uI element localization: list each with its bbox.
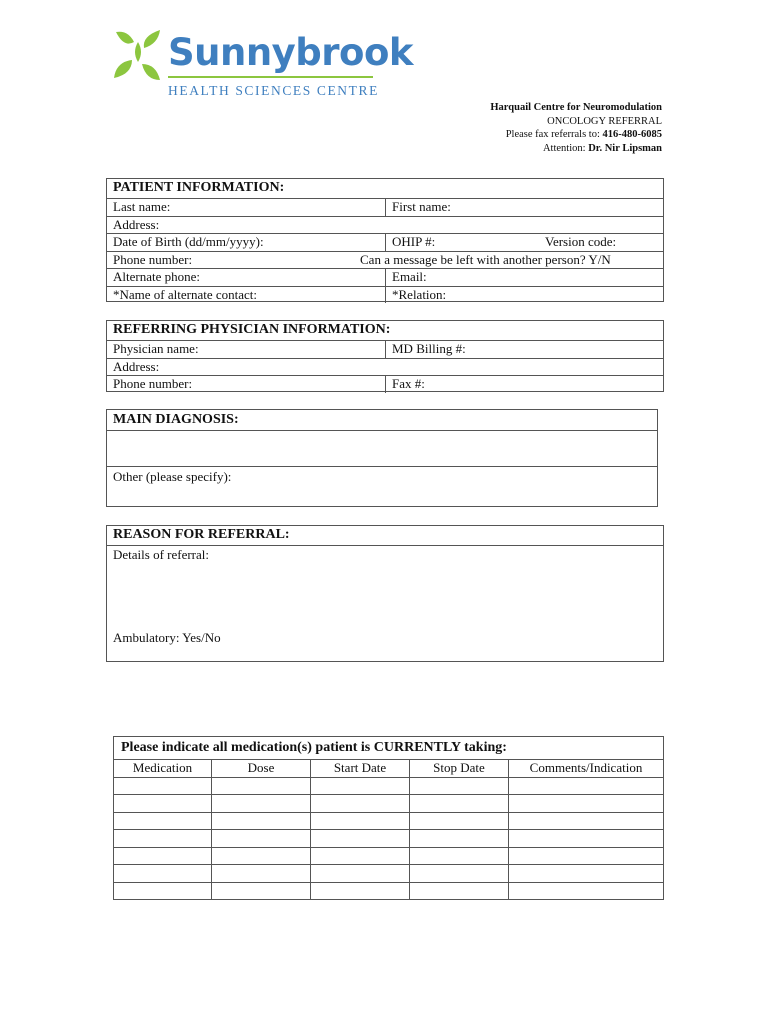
- logo-divider: [168, 76, 373, 78]
- physician-phone-field[interactable]: Phone number:: [113, 376, 193, 391]
- phone-field[interactable]: Phone number:: [113, 251, 193, 267]
- table-cell[interactable]: [509, 795, 664, 813]
- table-cell[interactable]: [212, 830, 311, 848]
- alt-phone-field[interactable]: Alternate phone:: [113, 269, 200, 284]
- referral-section: [106, 525, 664, 662]
- logo-subtitle: HEALTH SCIENCES CENTRE: [168, 83, 379, 98]
- patient-address-field[interactable]: Address:: [113, 216, 160, 232]
- table-cell[interactable]: [410, 795, 509, 813]
- physician-title: REFERRING PHYSICIAN INFORMATION:: [113, 322, 391, 337]
- patient-info-section: [106, 178, 664, 302]
- alt-contact-field[interactable]: *Name of alternate contact:: [113, 286, 258, 302]
- table-row: [114, 847, 664, 865]
- table-row: [114, 865, 664, 883]
- medication-header-row: [114, 760, 664, 778]
- table-cell[interactable]: [311, 795, 410, 813]
- leaf-logo-icon: [112, 28, 164, 84]
- table-cell[interactable]: [410, 882, 509, 900]
- patient-info-title: PATIENT INFORMATION:: [113, 180, 285, 195]
- table-cell[interactable]: [311, 830, 410, 848]
- last-name-field[interactable]: Last name:: [113, 199, 171, 214]
- physician-row-address: [107, 358, 663, 376]
- diagnosis-section: [106, 409, 658, 507]
- table-cell[interactable]: [114, 830, 212, 848]
- patient-row-phone: [107, 251, 663, 269]
- physician-address-field[interactable]: Address:: [113, 358, 160, 374]
- first-name-field[interactable]: First name:: [385, 199, 663, 216]
- table-cell[interactable]: [212, 777, 311, 795]
- patient-row-address: [107, 216, 663, 234]
- table-cell[interactable]: [212, 847, 311, 865]
- table-cell[interactable]: [311, 847, 410, 865]
- table-cell[interactable]: [212, 795, 311, 813]
- table-cell[interactable]: [114, 777, 212, 795]
- patient-row-alt-contact: [107, 286, 663, 304]
- form-title: ONCOLOGY REFERRAL: [547, 115, 662, 127]
- col-medication: Medication: [114, 760, 212, 778]
- version-code-field[interactable]: Version code:: [545, 234, 617, 249]
- table-cell[interactable]: [410, 847, 509, 865]
- logo-name: Sunnybrook: [168, 31, 413, 74]
- header-info: [490, 101, 662, 155]
- table-row: [114, 795, 664, 813]
- attention-label: Attention:: [542, 142, 586, 154]
- physician-name-field[interactable]: Physician name:: [113, 341, 199, 356]
- patient-row-name: [107, 198, 663, 216]
- diagnosis-input-area[interactable]: [107, 430, 657, 466]
- table-cell[interactable]: [212, 882, 311, 900]
- patient-row-dob: [107, 233, 663, 251]
- attention-name: Dr. Nir Lipsman: [588, 142, 662, 154]
- table-cell[interactable]: [212, 865, 311, 883]
- referral-details-label: Details of referral:: [113, 547, 210, 562]
- physician-fax-field[interactable]: Fax #:: [385, 376, 663, 393]
- table-row: [114, 812, 664, 830]
- referral-details-area[interactable]: [107, 545, 663, 661]
- diagnosis-title: MAIN DIAGNOSIS:: [113, 412, 239, 427]
- table-cell[interactable]: [114, 865, 212, 883]
- other-diagnosis-field[interactable]: Other (please specify):: [113, 469, 232, 484]
- col-start-date: Start Date: [311, 760, 410, 778]
- ambulatory-field[interactable]: Ambulatory: Yes/No: [113, 630, 221, 645]
- centre-name: Harquail Centre for Neuromodulation: [490, 102, 662, 113]
- table-cell[interactable]: [509, 865, 664, 883]
- email-field[interactable]: Email:: [385, 269, 663, 286]
- physician-row-name: [107, 340, 663, 358]
- table-cell[interactable]: [311, 812, 410, 830]
- referral-title: REASON FOR REFERRAL:: [113, 527, 290, 542]
- fax-label: Please fax referrals to:: [505, 129, 600, 140]
- patient-row-alt-phone: [107, 268, 663, 286]
- table-cell[interactable]: [114, 882, 212, 900]
- table-cell[interactable]: [509, 830, 664, 848]
- sunnybrook-logo: [112, 28, 413, 102]
- diagnosis-other-row: [107, 466, 657, 506]
- table-cell[interactable]: [509, 777, 664, 795]
- md-billing-field[interactable]: MD Billing #:: [385, 341, 663, 358]
- ohip-field[interactable]: OHIP #:: [385, 234, 537, 251]
- col-comments: Comments/Indication: [509, 760, 664, 778]
- table-cell[interactable]: [311, 865, 410, 883]
- table-cell[interactable]: [212, 812, 311, 830]
- table-row: [114, 882, 664, 900]
- table-cell[interactable]: [410, 865, 509, 883]
- dob-field[interactable]: Date of Birth (dd/mm/yyyy):: [113, 234, 264, 249]
- table-cell[interactable]: [509, 847, 664, 865]
- fax-line: [490, 128, 662, 142]
- medication-title: Please indicate all medication(s) patient is CURRENTLY taking:: [113, 736, 664, 760]
- table-cell[interactable]: [410, 777, 509, 795]
- col-dose: Dose: [212, 760, 311, 778]
- relation-field[interactable]: *Relation:: [385, 287, 663, 304]
- table-cell[interactable]: [114, 795, 212, 813]
- medication-table: [113, 759, 664, 900]
- physician-section: [106, 320, 664, 392]
- table-row: [114, 777, 664, 795]
- col-stop-date: Stop Date: [410, 760, 509, 778]
- table-cell[interactable]: [311, 777, 410, 795]
- table-cell[interactable]: [114, 847, 212, 865]
- physician-row-phone: [107, 375, 663, 393]
- fax-number: 416-480-6085: [602, 129, 662, 140]
- table-cell[interactable]: [311, 882, 410, 900]
- table-cell[interactable]: [509, 882, 664, 900]
- attention-line: [490, 142, 662, 156]
- table-cell[interactable]: [509, 812, 664, 830]
- table-cell[interactable]: [410, 812, 509, 830]
- message-permission-field[interactable]: Can a message be left with another person? Y/N: [360, 251, 611, 267]
- table-row: [114, 830, 664, 848]
- table-cell[interactable]: [114, 812, 212, 830]
- table-cell[interactable]: [410, 830, 509, 848]
